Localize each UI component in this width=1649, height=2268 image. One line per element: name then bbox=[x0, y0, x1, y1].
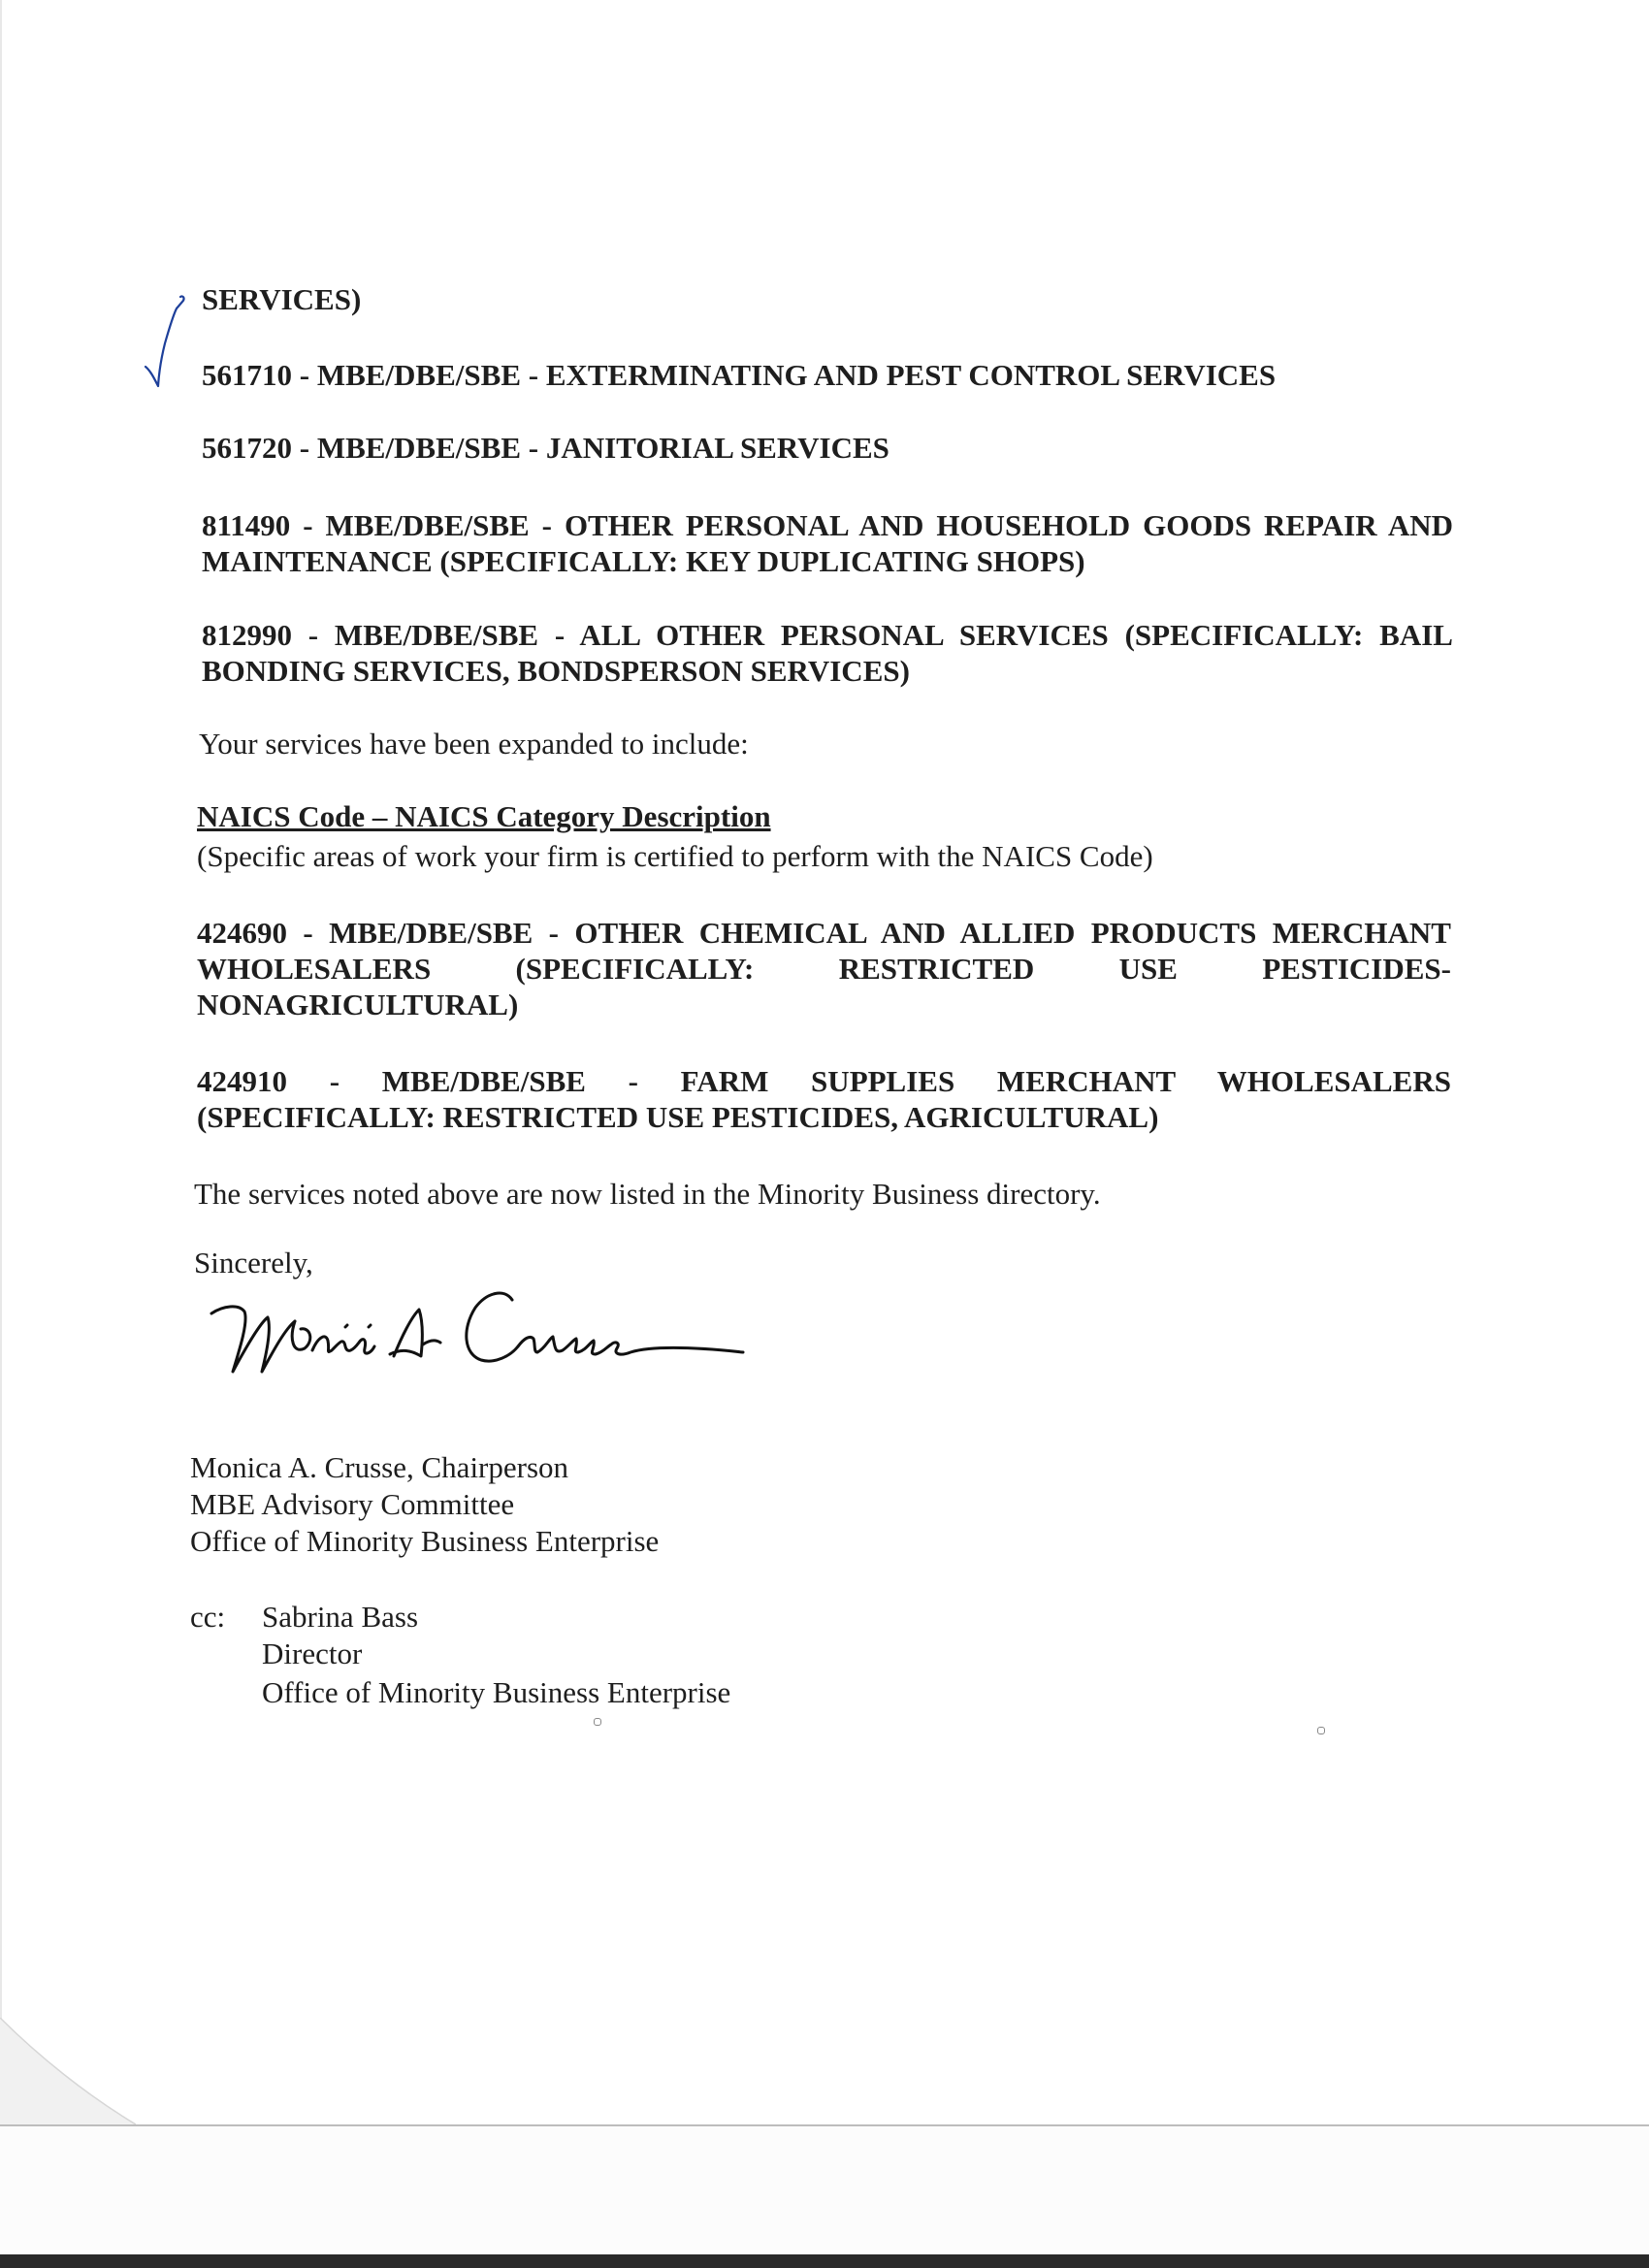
naics-entry-811490: 811490 - MBE/DBE/SBE - OTHER PERSONAL AND HOUSEHOLD GOODS REPAIR AND MAINTENANCE (SPECIFICALLY: KEY DUPLICATING SHOPS) bbox=[202, 508, 1453, 578]
scan-speck bbox=[594, 1718, 601, 1726]
naics-entry-561710: 561710 - MBE/DBE/SBE - EXTERMINATING AND PEST CONTROL SERVICES bbox=[202, 358, 1277, 392]
checkmark-icon bbox=[142, 293, 190, 394]
cc-title: Director bbox=[262, 1636, 363, 1670]
signer-name-title: Monica A. Crusse, Chairperson bbox=[190, 1450, 569, 1484]
naics-heading: NAICS Code – NAICS Category Description bbox=[197, 799, 771, 833]
signature-image bbox=[204, 1279, 747, 1405]
naics-entry-424910: 424910 - MBE/DBE/SBE - FARM SUPPLIES MERCHANT WHOLESALERS (SPECIFICALLY: RESTRICTED USE PESTICIDES, AGRICULTURAL) bbox=[197, 1064, 1451, 1134]
scan-background bbox=[0, 2126, 1649, 2254]
cc-label: cc: bbox=[190, 1600, 226, 1634]
services-continuation: SERVICES) bbox=[202, 282, 362, 316]
scan-left-edge bbox=[0, 0, 2, 2124]
cc-name: Sabrina Bass bbox=[262, 1600, 419, 1634]
directory-note: The services noted above are now listed in the Minority Business directory. bbox=[194, 1177, 1101, 1211]
cc-office: Office of Minority Business Enterprise bbox=[262, 1675, 731, 1709]
page-fold-corner bbox=[0, 2018, 136, 2124]
naics-entry-812990: 812990 - MBE/DBE/SBE - ALL OTHER PERSONAL SERVICES (SPECIFICALLY: BAIL BONDING SERVICES, BONDSPERSON SERVICES) bbox=[202, 618, 1453, 688]
signer-committee: MBE Advisory Committee bbox=[190, 1487, 515, 1521]
closing: Sincerely, bbox=[194, 1246, 313, 1280]
expanded-intro: Your services have been expanded to include: bbox=[199, 727, 749, 761]
naics-entry-561720: 561720 - MBE/DBE/SBE - JANITORIAL SERVICES bbox=[202, 431, 889, 465]
naics-note: (Specific areas of work your firm is certified to perform with the NAICS Code) bbox=[197, 839, 1153, 873]
scan-speck bbox=[1317, 1727, 1325, 1734]
scan-bottom-strip bbox=[0, 2254, 1649, 2268]
signer-office: Office of Minority Business Enterprise bbox=[190, 1524, 660, 1558]
naics-entry-424690: 424690 - MBE/DBE/SBE - OTHER CHEMICAL AND ALLIED PRODUCTS MERCHANT WHOLESALERS (SPECIFICALLY: RESTRICTED USE PESTICIDES-NONAGRICULTURAL) bbox=[197, 916, 1451, 1021]
